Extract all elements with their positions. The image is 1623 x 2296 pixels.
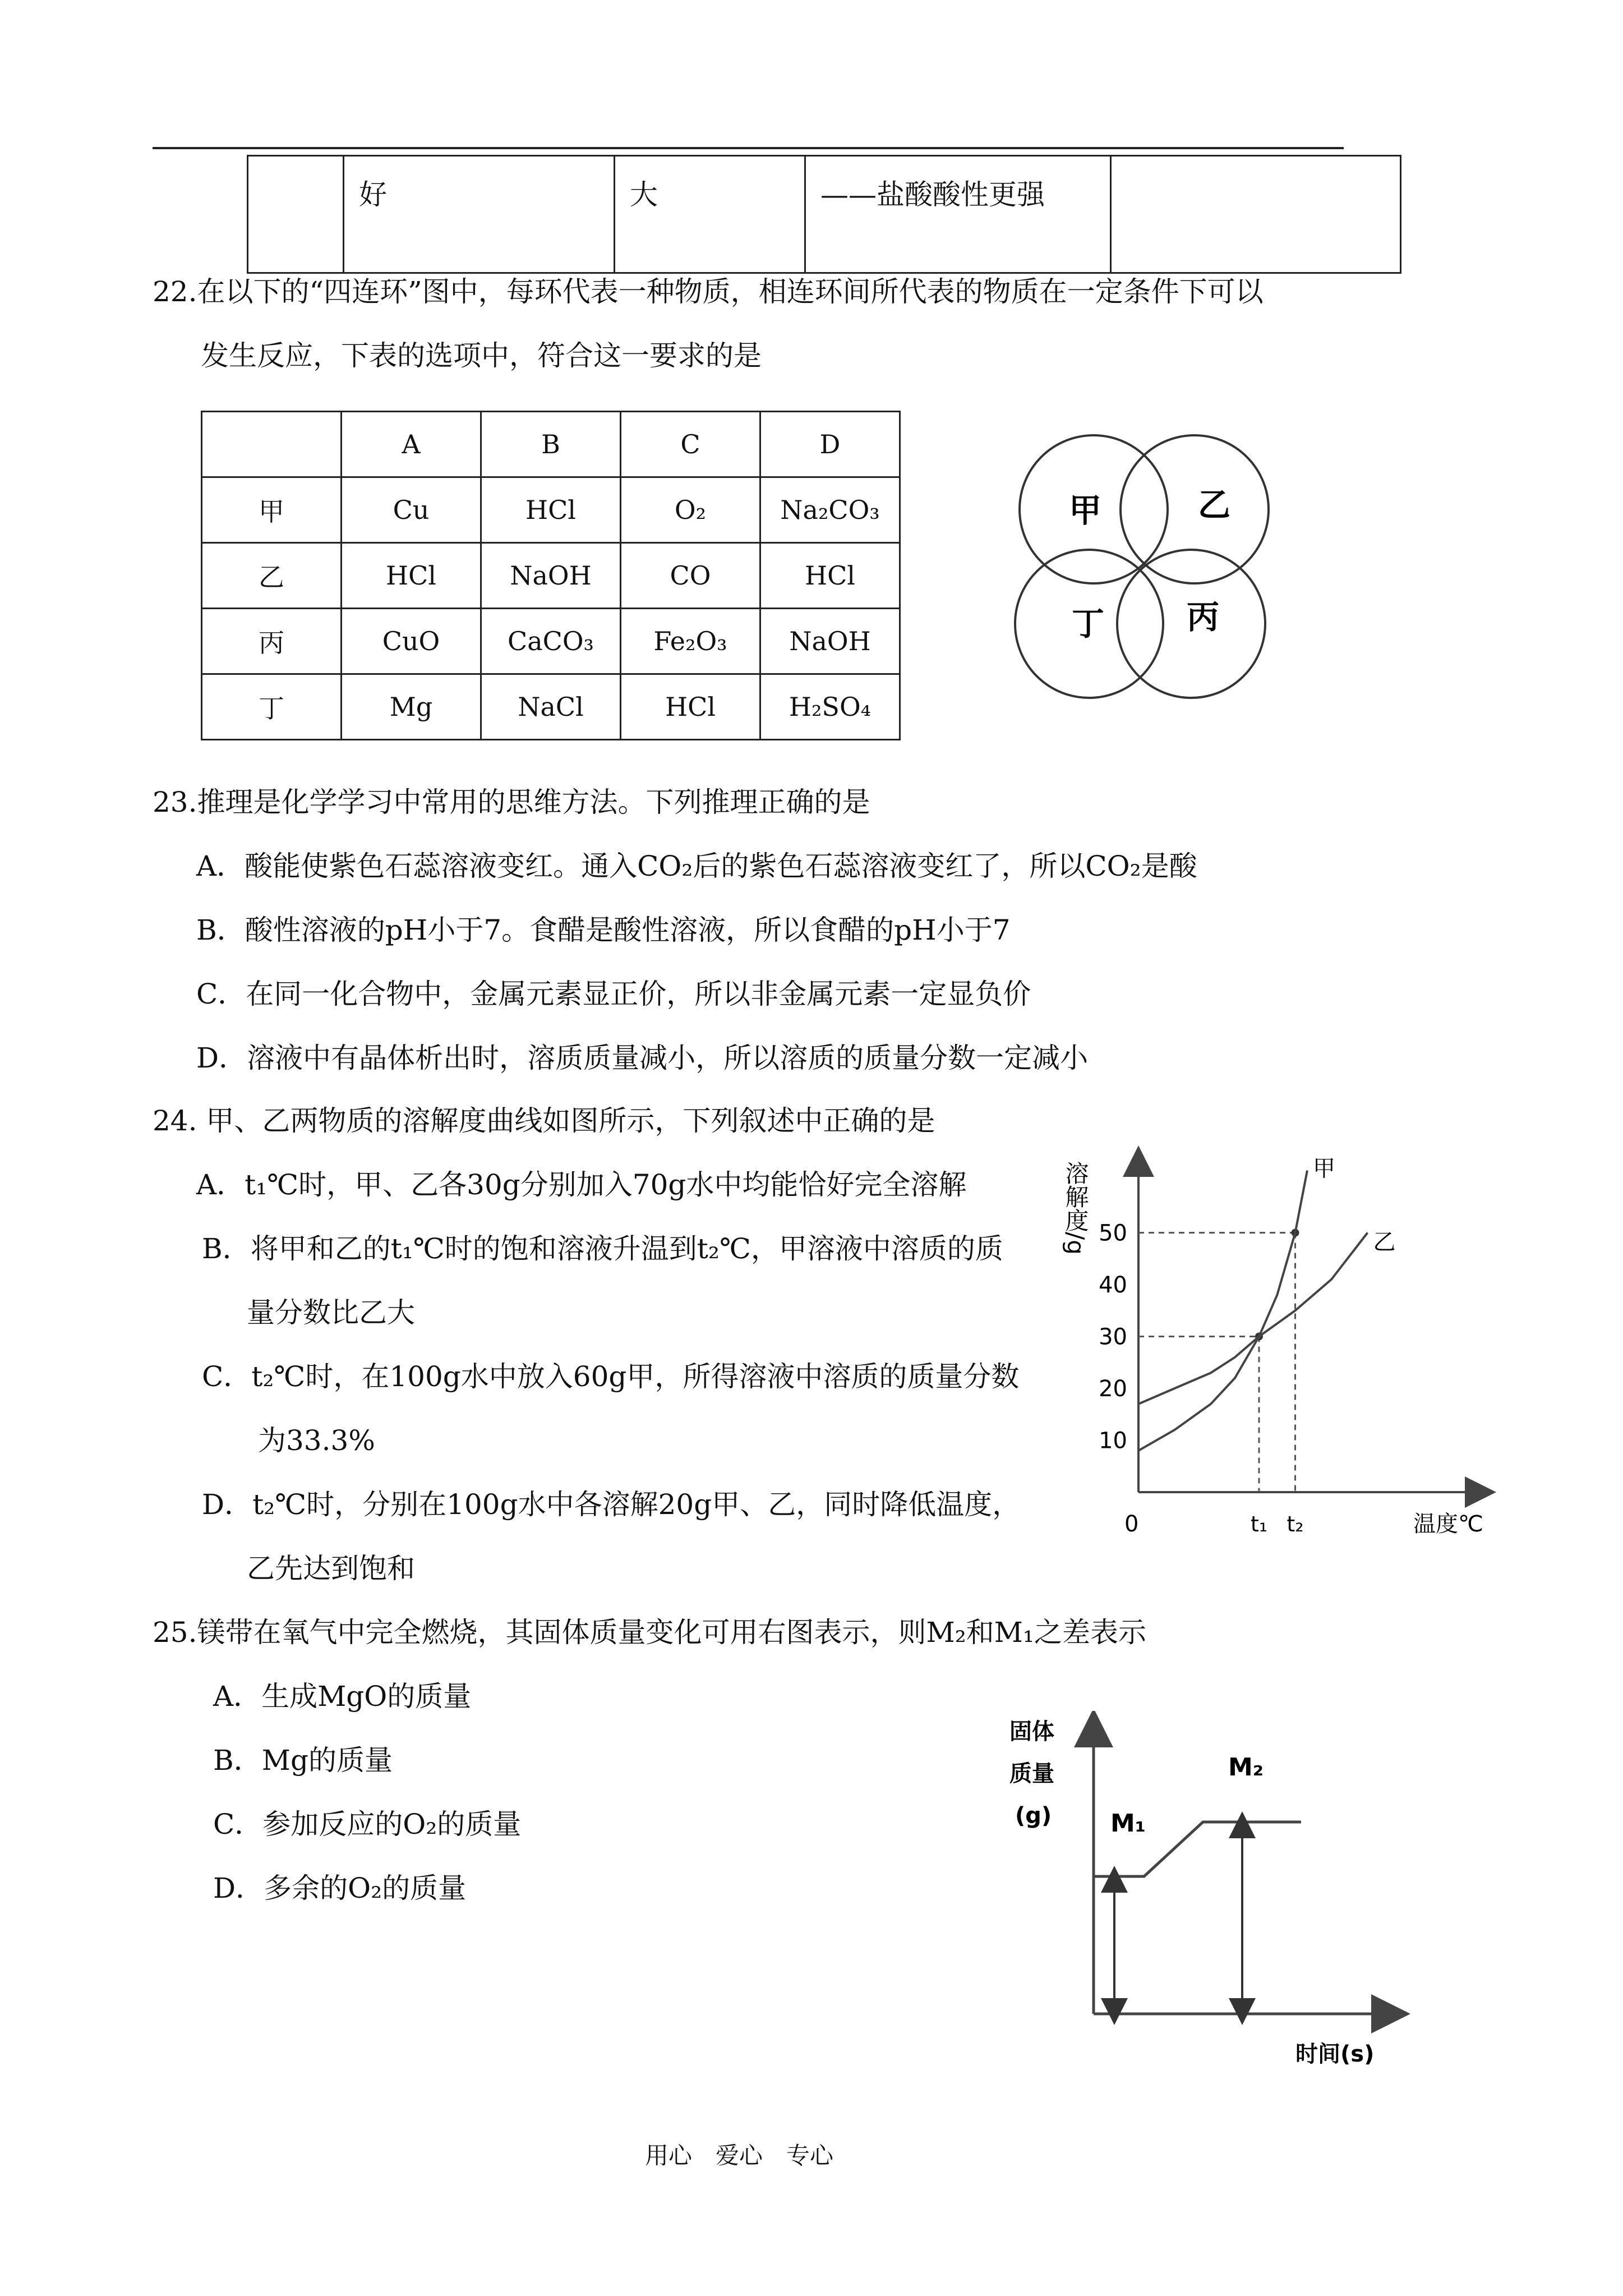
table-cell: CuO [342, 609, 481, 674]
y-axis-label: 质量 [1009, 1761, 1054, 1787]
table-cell: Cu [342, 477, 481, 543]
q24-option-a: A．t₁℃时，甲、乙各30g分别加入70g水中均能恰好完全溶解 [196, 1168, 967, 1201]
label-m1: M₁ [1110, 1809, 1146, 1838]
table-cell: A [342, 412, 481, 477]
y-axis-label: 固体 [1009, 1719, 1054, 1745]
q25-option-d: D．多余的O₂的质量 [213, 1872, 467, 1904]
q24-stem: 24. 甲、乙两物质的溶解度曲线如图所示，下列叙述中正确的是 [153, 1105, 935, 1137]
ring-label: 甲 [1068, 491, 1102, 530]
ring-label: 乙 [1197, 486, 1231, 524]
ring-yi [1121, 435, 1269, 583]
x-axis-label: 时间(s) [1295, 2041, 1375, 2067]
table-cell: C [621, 412, 760, 477]
table-cell [1111, 156, 1401, 273]
table-cell: HCl [621, 674, 760, 740]
q24-option-c: C．t₂℃时，在100g水中放入60g甲，所得溶液中溶质的质量分数 [202, 1360, 1020, 1393]
q22-options-table [201, 411, 901, 740]
table-cell: NaOH [760, 609, 900, 674]
y-tick-label: 30 [1099, 1324, 1127, 1350]
q25-option-b: B．Mg的质量 [213, 1744, 393, 1777]
table-cell: HCl [760, 543, 900, 609]
y-tick-label: 10 [1099, 1428, 1127, 1454]
table-row [202, 609, 900, 674]
series-label: 甲 [1313, 1156, 1335, 1182]
q25-option-c: C．参加反应的O₂的质量 [213, 1808, 522, 1841]
q22-stem-line2: 发生反应，下表的选项中，符合这一要求的是 [201, 339, 762, 372]
label-m2: M₂ [1228, 1753, 1264, 1782]
mass-time-chart [1004, 1711, 1419, 2076]
q25-stem: 25.镁带在氧气中完全燃烧，其固体质量变化可用右图表示，则M₂和M₁之差表示 [153, 1616, 1146, 1649]
table-cell: HCl [481, 477, 621, 543]
q24-option-c-cont: 为33.3% [258, 1424, 375, 1457]
x-tick-label: t₂ [1287, 1512, 1304, 1536]
table-cell: 甲 [202, 477, 342, 543]
table-cell: H₂SO₄ [760, 674, 900, 740]
table-cell [248, 156, 344, 273]
table-cell: 乙 [202, 543, 342, 609]
q22-stem-line1: 22.在以下的“四连环”图中，每环代表一种物质，相连环间所代表的物质在一定条件下可以 [153, 275, 1264, 308]
table-row [202, 412, 900, 477]
y-tick-label: 20 [1099, 1376, 1127, 1402]
q24-option-b-cont: 量分数比乙大 [247, 1296, 415, 1329]
continued-table [247, 155, 1401, 274]
q23-stem: 23.推理是化学学习中常用的思维方法。下列推理正确的是 [153, 786, 870, 818]
x-axis-label: 温度℃ [1413, 1511, 1483, 1537]
table-cell: CO [621, 543, 760, 609]
table-row [202, 477, 900, 543]
x-tick-label: t₁ [1250, 1512, 1268, 1536]
ring-label: 丁 [1071, 605, 1105, 643]
table-cell: ——盐酸酸性更强 [805, 156, 1111, 273]
q24-option-d-cont: 乙先达到饱和 [247, 1552, 415, 1585]
table-cell: HCl [342, 543, 481, 609]
footer: 用心 爱心 专心 [645, 2142, 834, 2169]
table-cell: 好 [344, 156, 615, 273]
table-cell: D [760, 412, 900, 477]
table-row [202, 674, 900, 740]
series-line-jia [1138, 1171, 1307, 1451]
y-tick-label: 50 [1099, 1220, 1127, 1246]
x-tick-label: 0 [1124, 1511, 1139, 1537]
q23-option-a: A．酸能使紫色石蕊溶液变红。通入CO₂后的紫色石蕊溶液变红了，所以CO₂是酸 [196, 850, 1197, 882]
q23-option-d: D．溶液中有晶体析出时，溶质质量减小，所以溶质的质量分数一定减小 [196, 1042, 1089, 1074]
q23-option-c: C．在同一化合物中，金属元素显正价，所以非金属元素一定显负价 [196, 978, 1031, 1010]
table-cell: NaOH [481, 543, 621, 609]
table-cell: O₂ [621, 477, 760, 543]
table-cell: Mg [342, 674, 481, 740]
y-tick-label: 40 [1099, 1272, 1127, 1298]
ring-label: 丙 [1186, 598, 1220, 636]
header-rule [153, 147, 1344, 149]
table-cell: CaCO₃ [481, 609, 621, 674]
solubility-chart [1054, 1144, 1503, 1537]
series-label: 乙 [1373, 1229, 1396, 1255]
q23-option-b: B．酸性溶液的pH小于7。食醋是酸性溶液，所以食醋的pH小于7 [196, 914, 1011, 946]
table-cell: 丁 [202, 674, 342, 740]
table-cell: 丙 [202, 609, 342, 674]
table-row [202, 543, 900, 609]
table-cell: B [481, 412, 621, 477]
q24-option-d: D．t₂℃时，分别在100g水中各溶解20g甲、乙，同时降低温度， [202, 1488, 1021, 1521]
q24-option-b: B．将甲和乙的t₁℃时的饱和溶液升温到t₂℃，甲溶液中溶质的质 [202, 1232, 1003, 1265]
y-axis-label: (g) [1015, 1803, 1052, 1829]
table-cell: NaCl [481, 674, 621, 740]
table-cell: 大 [615, 156, 805, 273]
q25-option-a: A．生成MgO的质量 [213, 1680, 472, 1713]
table-cell: Fe₂O₃ [621, 609, 760, 674]
table-cell: Na₂CO₃ [760, 477, 900, 543]
series-line-yi [1138, 1233, 1368, 1404]
table-cell [202, 412, 342, 477]
four-ring-diagram [1004, 426, 1295, 718]
y-axis-label: 溶解度/g [1062, 1161, 1090, 1255]
